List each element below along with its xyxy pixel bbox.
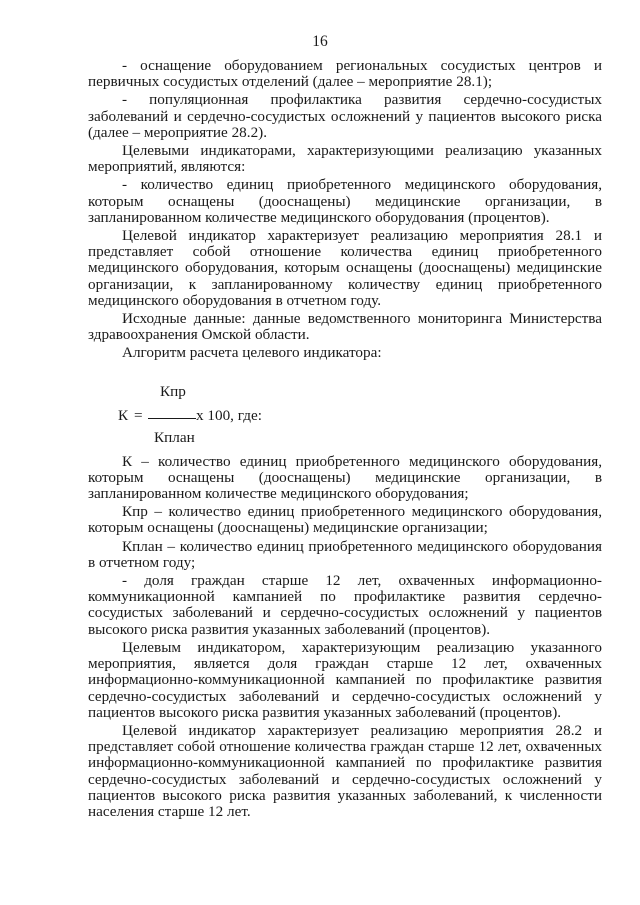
list-item-citizens-share: - доля граждан старше 12 лет, охваченных информационно-коммуникационной кампанией по профилактике развития сердечно-сосудистых заболеваний и сердечно-сосудистых осложнений у пациентов высокого риска развития указанных заболеваний (процентов). bbox=[88, 572, 602, 638]
definition-k: К – количество единиц приобретенного медицинского оборудования, которым оснащены (дооснащены) медицинские организации, в запланированном количестве медицинского оборудования; bbox=[88, 452, 602, 503]
paragraph-algorithm: Алгоритм расчета целевого индикатора: bbox=[122, 344, 382, 362]
formula-fraction-bar bbox=[148, 418, 196, 419]
document-body bbox=[88, 58, 602, 822]
list-item-equipment: - оснащение оборудованием региональных сосудистых центров и первичных сосудистых отделений (далее – мероприятие 28.1); bbox=[88, 57, 602, 91]
definition-kplan: Кплан – количество единиц приобретенного медицинского оборудования в отчетном году; bbox=[88, 537, 602, 571]
list-item-prevention: - популяционная профилактика развития сердечно-сосудистых заболеваний и сердечно-сосудистых осложнений у пациентов высокого риска (далее – мероприятие 28.2). bbox=[88, 91, 602, 141]
formula-multiplier: х 100, где: bbox=[196, 406, 262, 424]
formula-denominator: Кплан bbox=[154, 428, 195, 446]
paragraph-indicator-28-2: Целевой индикатор характеризует реализацию мероприятия 28.2 и представляет собой отношение количества граждан старше 12 лет, охваченных информационно-коммуникационной кампанией по профилактике развития сердечно-сосудистых заболеваний и сердечно-сосудистых осложнений у пациентов высокого риска развития указанных заболеваний, к численности населения старше 12 лет. bbox=[88, 721, 602, 820]
formula-numerator: Кпр bbox=[160, 382, 186, 400]
list-item-equipment-count: - количество единиц приобретенного медицинского оборудования, которым оснащены (дооснащены) медицинские организации, в запланированном количестве медицинского оборудования (процентов). bbox=[88, 176, 602, 226]
definition-kpr: Кпр – количество единиц приобретенного медицинского оборудования, которым оснащены (дооснащены) медицинские организации; bbox=[88, 503, 602, 537]
formula bbox=[88, 364, 602, 454]
paragraph-source-data: Исходные данные: данные ведомственного мониторинга Министерства здравоохранения Омской области. bbox=[88, 310, 602, 344]
formula-lhs: К bbox=[118, 406, 129, 424]
paragraph-indicator-28-2-intro: Целевым индикатором, характеризующим реализацию указанного мероприятия, является доля граждан старше 12 лет, охваченных информационно-коммуникационной кампанией по профилактике развития сердечно-сосудистых заболеваний и сердечно-сосудистых осложнений у пациентов высокого риска развития указанных заболеваний (процентов). bbox=[88, 638, 602, 721]
formula-equals: = bbox=[134, 406, 143, 424]
page-number: 16 bbox=[312, 33, 328, 50]
paragraph-indicators-intro: Целевыми индикаторами, характеризующими реализацию указанных мероприятий, являются: bbox=[88, 142, 602, 176]
paragraph-indicator-28-1: Целевой индикатор характеризует реализацию мероприятия 28.1 и представляет собой отношение количества единиц приобретенного медицинского оборудования, которым оснащены (дооснащены) медицинские организации, к запланированному количеству единиц приобретенного медицинского оборудования в отчетном году. bbox=[88, 227, 602, 309]
